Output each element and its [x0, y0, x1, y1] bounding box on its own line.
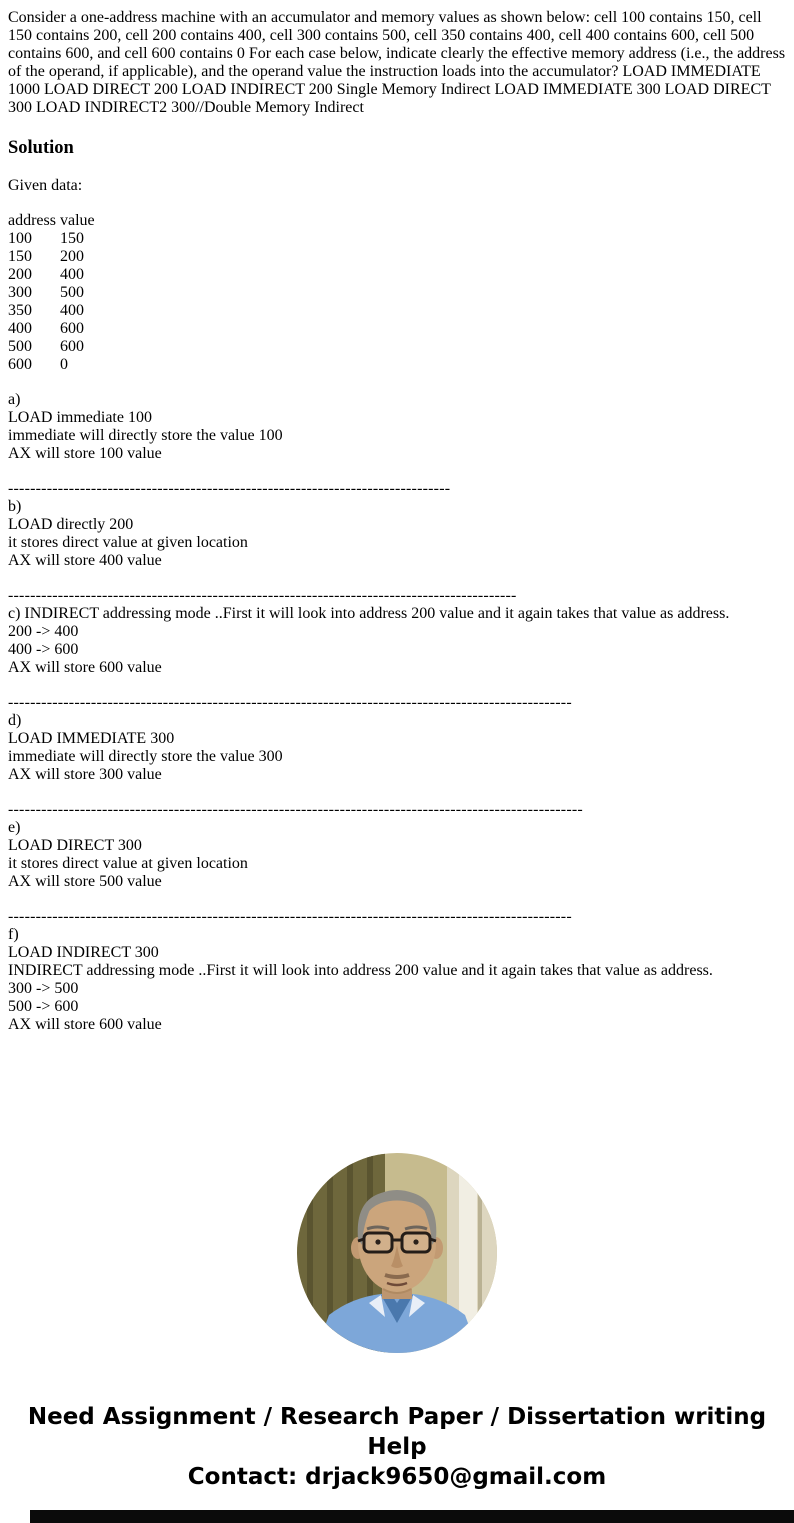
solution-line: b): [8, 498, 22, 515]
footer-help-text: Need Assignment / Research Paper / Dissertation writing Help: [27, 1404, 767, 1460]
solution-line: AX will store 500 value: [8, 873, 162, 890]
table-cell: 400: [60, 302, 84, 319]
solution-part: [8, 926, 786, 1034]
table-row: [8, 284, 786, 302]
table-cell: 0: [60, 356, 68, 373]
solution-line: it stores direct value at given location: [8, 855, 248, 872]
solution-line: LOAD DIRECT 300: [8, 837, 142, 854]
solution-heading: Solution: [8, 138, 74, 158]
table-cell: 200: [8, 266, 32, 283]
solution-line: 500 -> 600: [8, 998, 79, 1015]
solution-line: AX will store 100 value: [8, 445, 162, 462]
table-row: [8, 338, 786, 356]
tutor-photo-illustration: [297, 1153, 497, 1353]
table-row: [8, 320, 786, 338]
solution-line: immediate will directly store the value 300: [8, 748, 283, 765]
solution-line: LOAD IMMEDIATE 300: [8, 730, 175, 747]
footer-banner: [0, 1402, 794, 1492]
table-row: [8, 248, 786, 266]
solution-line: LOAD immediate 100: [8, 409, 152, 426]
question-text: Consider a one-address machine with an accumulator and memory values as shown below: cell 100 contains 150, cell 150 contains 200, cell 200 contains 400, cell 300 contains 500, cell 350 contains 400, cell 400 contains 600, cell 500 contains 600, and cell 600 contains 0 For each case below, indicate clearly the effective memory address (i.e., the address of the operand, if applicable), and the operand value the instruction loads into the accumulator? LOAD IMMEDIATE 1000 LOAD DIRECT 200 LOAD INDIRECT 200 Single Memory Indirect LOAD IMMEDIATE 300 LOAD DIRECT 300 LOAD INDIRECT2 300//Double Memory Indirect: [8, 9, 786, 116]
table-cell: 400: [60, 266, 84, 283]
table-cell: 150: [60, 230, 84, 247]
column-header: value: [60, 212, 95, 229]
column-header: address: [8, 212, 56, 229]
table-row: [8, 302, 786, 320]
table-cell: 400: [8, 320, 32, 337]
solution-line: AX will store 300 value: [8, 766, 162, 783]
solution-line: AX will store 400 value: [8, 552, 162, 569]
table-cell: 500: [8, 338, 32, 355]
separator-line: ------------------------------------------------------------------------------------------------------: [8, 694, 572, 711]
separator-line: --------------------------------------------------------------------------------------------------------: [8, 801, 583, 818]
table-row: [8, 356, 786, 374]
table-cell: 600: [60, 338, 84, 355]
solution-line: a): [8, 391, 21, 408]
solution-blocks: [8, 391, 786, 1034]
solution-line: AX will store 600 value: [8, 1016, 162, 1033]
table-cell: 500: [60, 284, 84, 301]
table-cell: 100: [8, 230, 32, 247]
table-cell: 300: [8, 284, 32, 301]
memory-table: [8, 212, 786, 374]
memory-table-header-row: [8, 212, 786, 230]
footer-contact-email: Contact: drjack9650@gmail.com: [187, 1464, 607, 1490]
separator-line: --------------------------------------------------------------------------------------------: [8, 587, 517, 604]
solution-line: LOAD directly 200: [8, 516, 134, 533]
separator-line: --------------------------------------------------------------------------------: [8, 480, 451, 497]
tutor-photo: [297, 1153, 497, 1353]
solution-part: [8, 819, 786, 891]
solution-line: it stores direct value at given location: [8, 534, 248, 551]
solution-line: immediate will directly store the value 100: [8, 427, 283, 444]
table-cell: 150: [8, 248, 32, 265]
table-row: [8, 230, 786, 248]
solution-part: [8, 498, 786, 570]
solution-line: 200 -> 400: [8, 623, 79, 640]
given-data-label: Given data:: [8, 177, 83, 194]
solution-line: 400 -> 600: [8, 641, 79, 658]
solution-line: INDIRECT addressing mode ..First it will look into address 200 value and it again takes that value as address.: [8, 962, 713, 979]
solution-part: [8, 712, 786, 784]
solution-line: e): [8, 819, 21, 836]
solution-line: c) INDIRECT addressing mode ..First it will look into address 200 value and it again takes that value as address.: [8, 605, 730, 622]
table-cell: 200: [60, 248, 84, 265]
solution-line: 300 -> 500: [8, 980, 79, 997]
separator-line: ------------------------------------------------------------------------------------------------------: [8, 908, 572, 925]
solution-line: d): [8, 712, 22, 729]
bottom-video-strip: [30, 1510, 794, 1523]
table-row: [8, 266, 786, 284]
solution-line: AX will store 600 value: [8, 659, 162, 676]
table-cell: 600: [60, 320, 84, 337]
table-cell: 600: [8, 356, 32, 373]
table-cell: 350: [8, 302, 32, 319]
solution-line: LOAD INDIRECT 300: [8, 944, 159, 961]
solution-part: [8, 391, 786, 463]
solution-line: f): [8, 926, 19, 943]
solution-part: [8, 605, 786, 677]
